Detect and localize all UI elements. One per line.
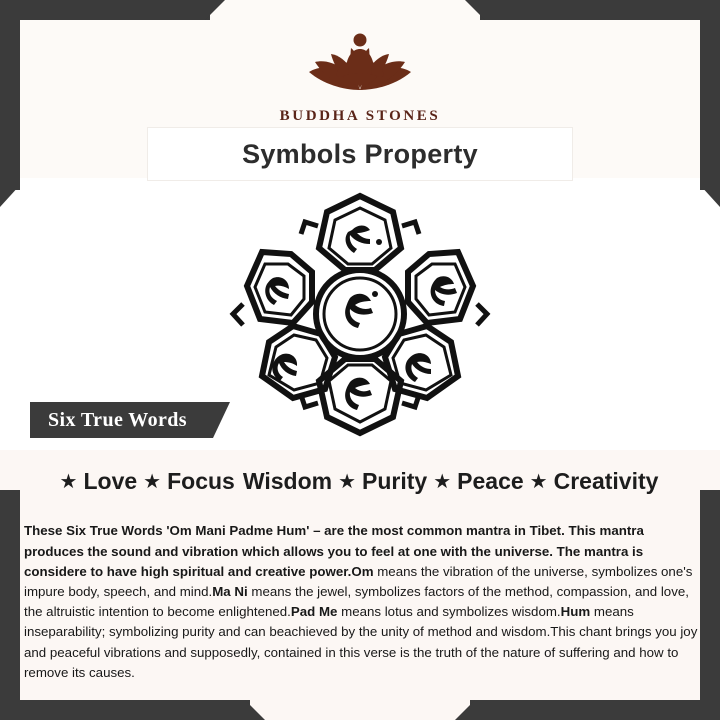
keyword-love: Love [83,468,138,494]
frame-bevel-left-bottom [0,510,20,535]
term-hum: Hum [560,604,591,620]
page-title-box [148,128,572,180]
term-om: Om [351,563,374,579]
frame-corner-bottom-left [0,700,250,720]
description-part-1: These Six True Words 'Om Mani Padme Hum' – are the most common mantra in Tibet. This mantra produces the sound and vibration which allows you to feel at one with the universe. The mantra is considere to have high spiritual and creative power. [24,523,644,579]
frame-corner-bottom-right [470,700,720,720]
star-icon: ★ [143,470,162,493]
description-part-5: means inseparability; symbolizing purity and can beachieved by the unity of method and wisdom.This chant brings you joy and peaceful vibrations and supposedly, contained in this verse is the truth of the nature of suffering and how to remove its causes. [24,604,698,680]
keyword-creativity: Creativity [553,468,659,494]
description-paragraph [24,521,698,683]
brand-logo [0,0,720,125]
star-icon: ★ [59,470,78,493]
brand-name: BUDDHA STONES [279,108,441,124]
frame-bevel-bottom-right [455,700,475,720]
star-icon: ★ [529,470,548,493]
keyword-purity: Purity [362,468,428,494]
keyword-focus: Focus [167,468,235,494]
section-tab-six-true-words [30,402,213,438]
description-part-2: means the vibration of the universe, symbolizes one's impure body, speech, and mind. [24,563,693,599]
keyword-peace: Peace [457,468,524,494]
keyword-wisdom: Wisdom [242,468,333,494]
star-icon: ★ [338,470,357,493]
star-icon: ★ [433,470,452,493]
description-part-4: means lotus and symbolizes wisdom. [337,604,561,620]
page-title: Symbols Property [242,138,478,169]
frame-bevel-bottom-left [245,700,265,720]
keyword-row [24,468,696,495]
six-true-words-lotus-mandala-icon [215,186,505,444]
frame-bevel-right-bottom [700,510,720,535]
term-pad-me: Pad Me [290,604,338,620]
description-part-3: means the jewel, symbolizes factors of the method, compassion, and love, the altruistic intention to become enlightened. [24,583,689,620]
section-tab-label: Six True Words [48,408,187,431]
term-ma-ni: Ma Ni [212,583,248,599]
lotus-meditation-icon [285,24,435,102]
